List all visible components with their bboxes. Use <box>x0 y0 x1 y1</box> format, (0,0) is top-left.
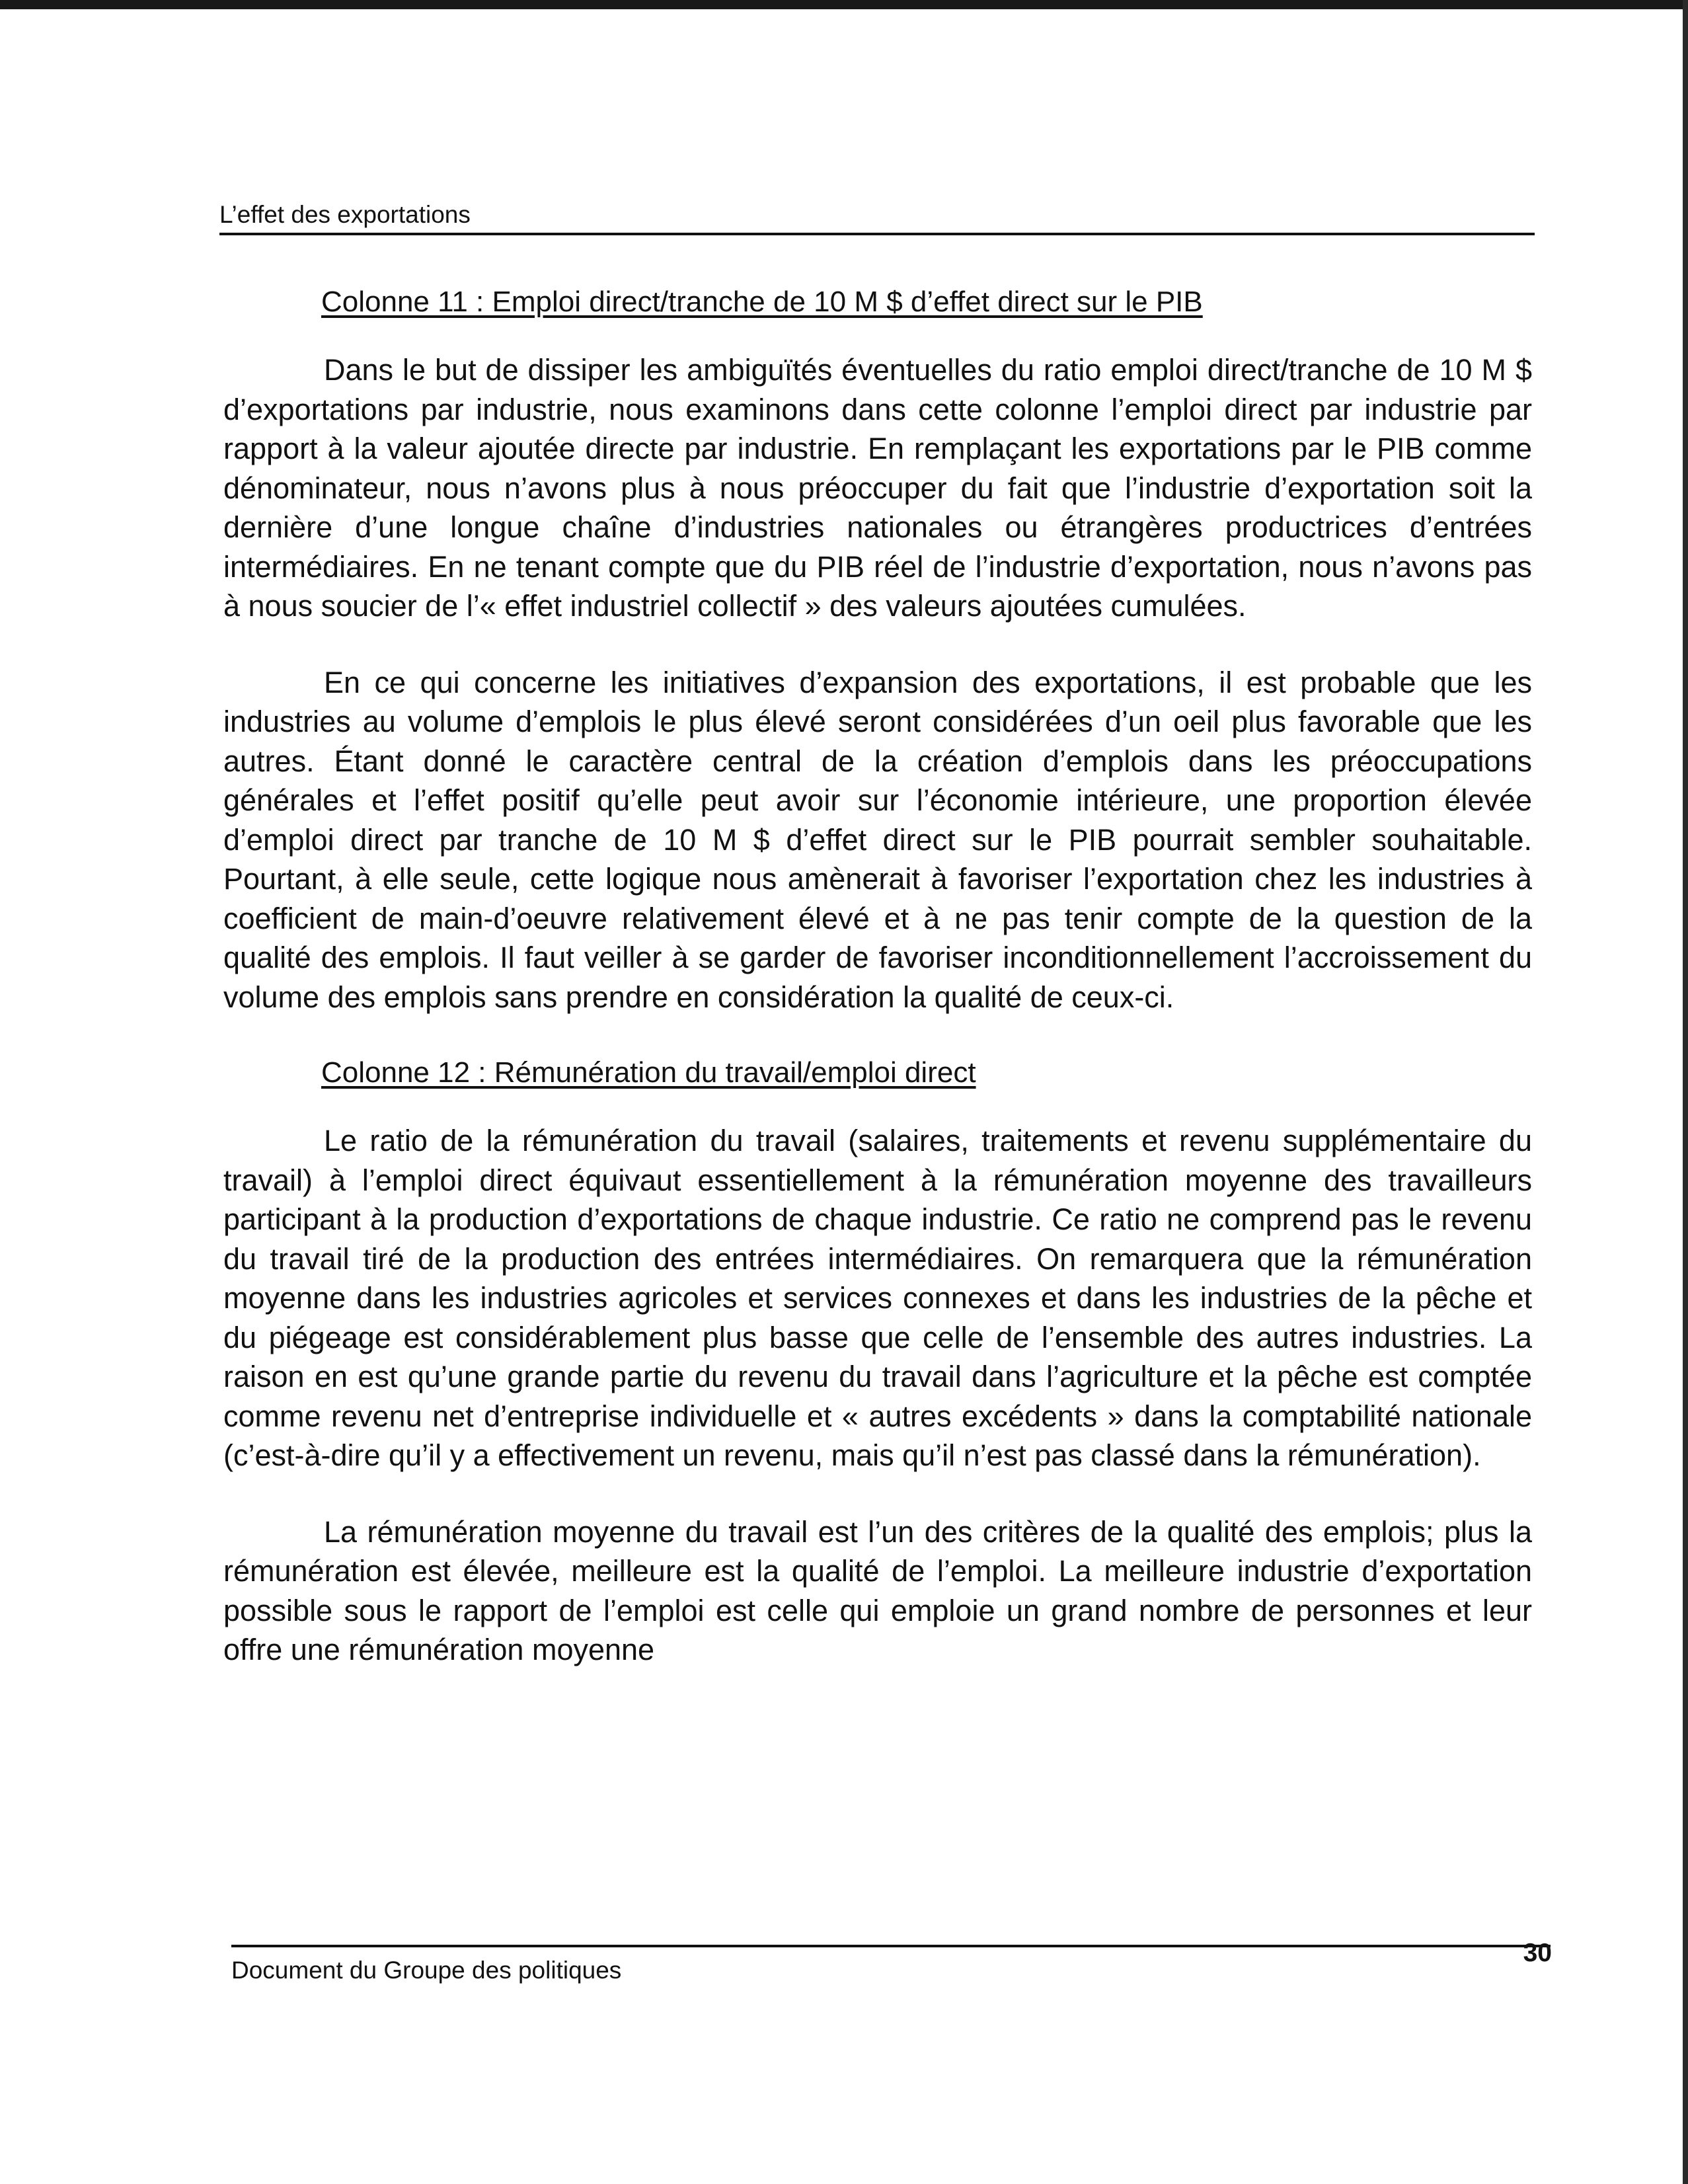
paragraph: Dans le but de dissiper les ambiguïtés éventuelles du ratio emploi direct/tranche de 10 M $ d’exportations par industrie, nous examinons dans cette colonne l’emploi direct par industrie par rapport à la valeur ajoutée directe par industrie. En remplaçant les exportations par le PIB comme dénominateur, nous n’avons plus à nous préoccuper du fait que l’industrie d’exportation soit la dernière d’une longue chaîne d’industries nationales ou étrangères productrices d’entrées intermédiaires. En ne tenant compte que du PIB réel de l’industrie d’exportation, nous n’avons pas à nous soucier de l’« effet industriel collectif » des valeurs ajoutées cumulées. <box>223 353 1532 623</box>
section-heading-colonne-11: Colonne 11 : Emploi direct/tranche de 10 M $ d’effet direct sur le PIB <box>321 286 1203 318</box>
footer-rule <box>231 1945 1551 1947</box>
section-heading-colonne-12: Colonne 12 : Rémunération du travail/emploi direct <box>321 1056 976 1089</box>
paragraph: La rémunération moyenne du travail est l’un des critères de la qualité des emplois; plus la rémunération est élevée, meilleure est la qualité de l’emploi. La meilleure industrie d’exportation possible sous le rapport de l’emploi est celle qui emploie un grand nombre de personnes et leur offre une rémunération moyenne <box>223 1514 1532 1666</box>
page-number: 30 <box>1523 1939 1552 1967</box>
running-header: L’effet des exportations <box>219 201 471 228</box>
paragraph: Le ratio de la rémunération du travail (salaires, traitements et revenu supplémentaire du travail) à l’emploi direct équivaut essentiellement à la rémunération moyenne des travailleurs participant à la production d’exportations de chaque industrie. Ce ratio ne comprend pas le revenu du travail tiré de la production des entrées intermédiaires. On remarquera que la rémunération moyenne dans les industries agricoles et services connexes et dans les industries de la pêche et du piégeage est considérablement plus basse que celle de l’ensemble des autres industries. La raison en est qu’une grande partie du revenu du travail dans l’agriculture et la pêche est comptée comme revenu net d’entreprise individuelle et « autres excédents » dans la comptabilité nationale (c’est-à-dire qu’il y a effectivement un revenu, mais qu’il n’est pas classé dans la rémunération). <box>223 1124 1532 1472</box>
page-body <box>223 283 1532 1707</box>
paragraph: En ce qui concerne les initiatives d’expansion des exportations, il est probable que les industries au volume d’emplois le plus élevé seront considérées d’un oeil plus favorable que les autres. Étant donné le caractère central de la création d’emplois dans les préoccupations générales et l’effet positif qu’elle peut avoir sur l’économie intérieure, une proportion élevée d’emploi direct par tranche de 10 M $ d’effet direct sur le PIB pourrait sembler souhaitable. Pourtant, à elle seule, cette logique nous amènerait à favoriser l’exportation chez les industries à coefficient de main-d’oeuvre relativement élevé et à ne pas tenir compte de la question de la qualité des emplois. Il faut veiller à se garder de favoriser inconditionnellement l’accroissement du volume des emplois sans prendre en considération la qualité de ceux-ci. <box>223 665 1532 1014</box>
scan-top-edge <box>0 0 1688 9</box>
header-rule <box>219 233 1535 235</box>
footer-publisher: Document du Groupe des politiques <box>231 1957 622 1984</box>
scan-right-edge <box>1683 0 1688 2184</box>
